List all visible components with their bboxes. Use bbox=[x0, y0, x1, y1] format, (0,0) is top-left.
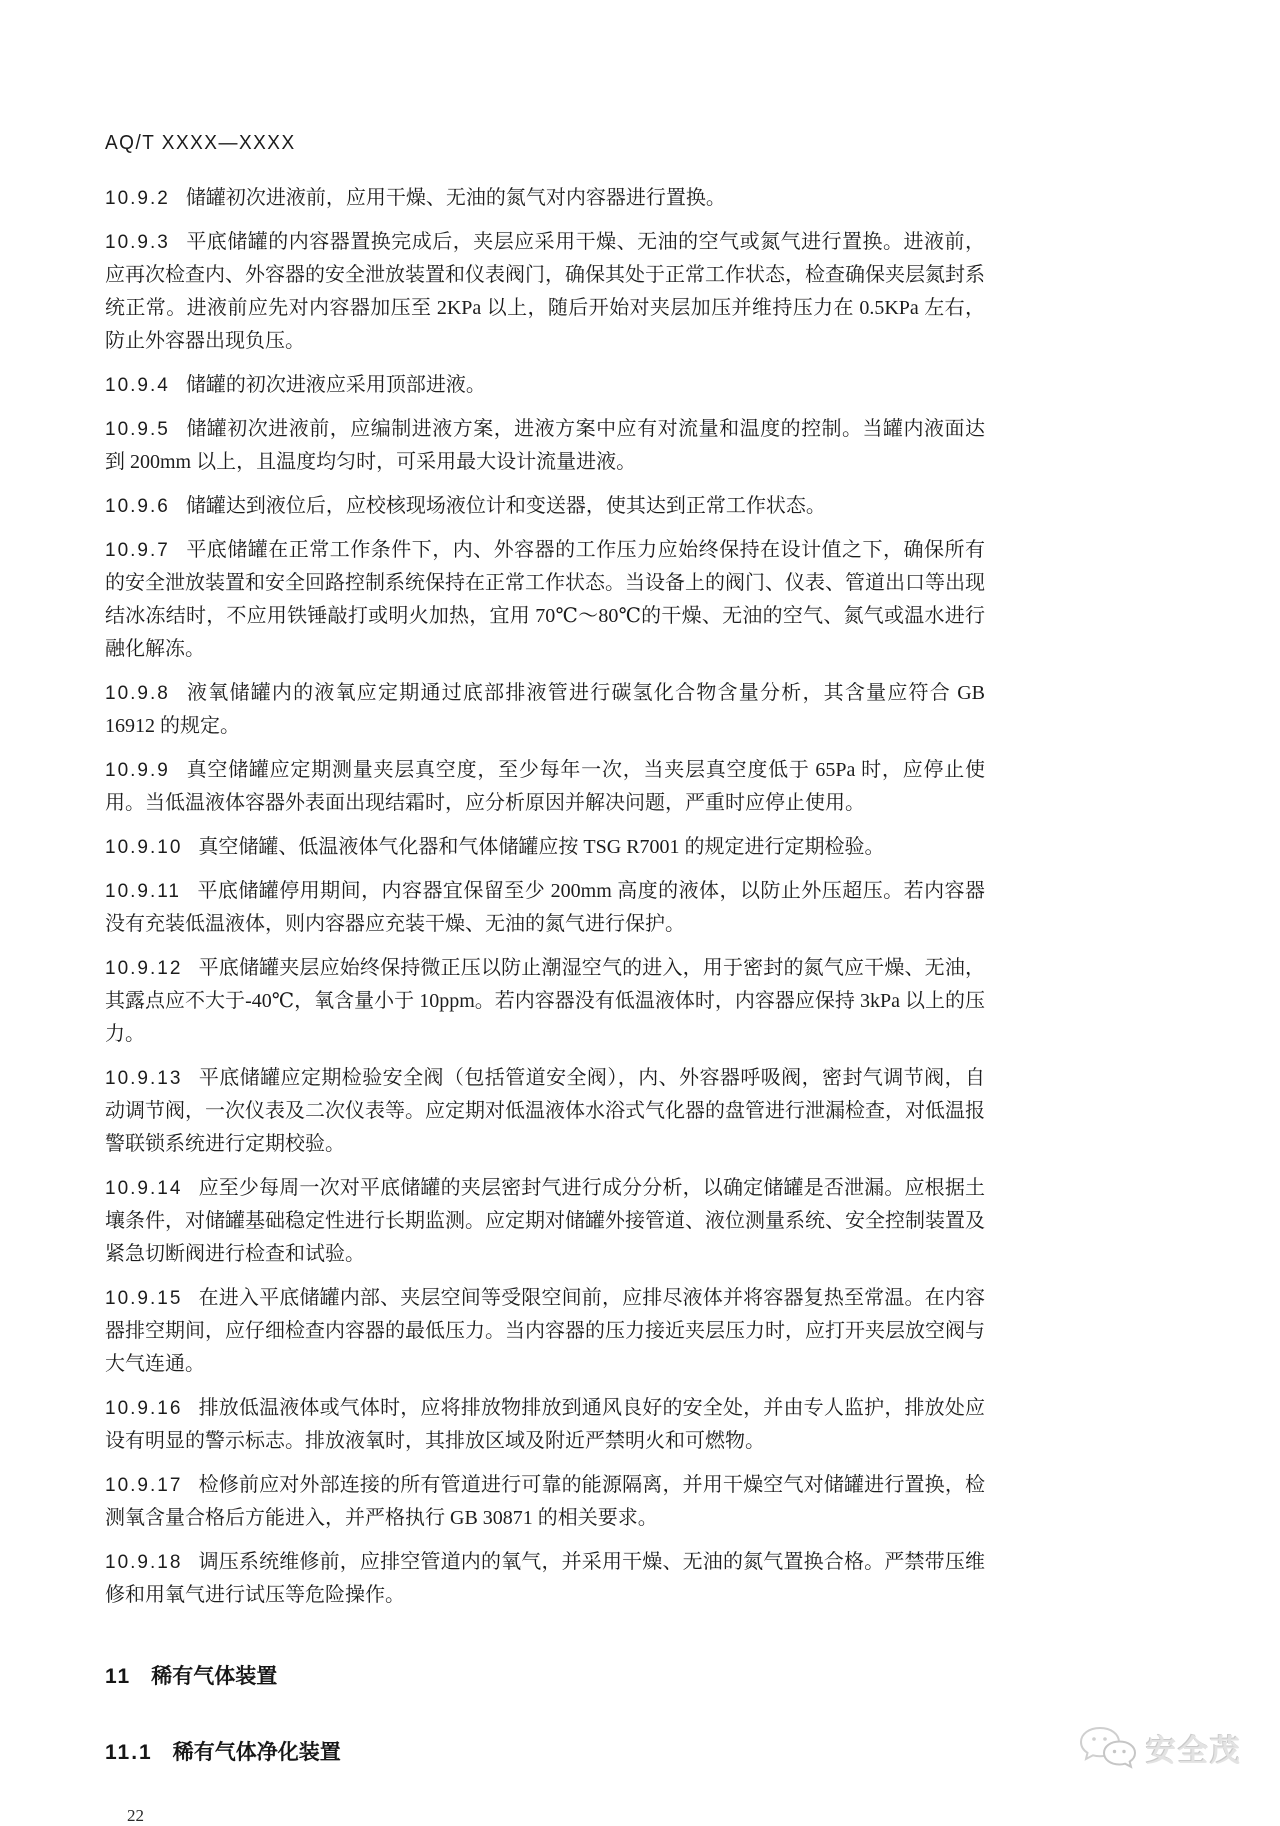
watermark bbox=[1078, 1726, 1242, 1770]
section-number: 11 bbox=[105, 1665, 132, 1688]
clause-10-9-17 bbox=[105, 1469, 985, 1535]
clause-number: 10.9.3 bbox=[105, 232, 170, 253]
clause-text: 应至少每周一次对平底储罐的夹层密封气进行成分分析，以确定储罐是否泄漏。应根据土壤条件，对储罐基础稳定性进行长期监测。应定期对储罐外接管道、液位测量系统、安全控制装置及紧急切断阀进行检查和试验。 bbox=[105, 1177, 985, 1265]
clause-number: 10.9.11 bbox=[105, 881, 181, 902]
clause-number: 10.9.12 bbox=[105, 958, 183, 979]
clause-10-9-9 bbox=[105, 754, 985, 820]
clause-10-9-16 bbox=[105, 1392, 985, 1458]
clause-number: 10.9.16 bbox=[105, 1398, 183, 1419]
clause-text: 平底储罐应定期检验安全阀（包括管道安全阀），内、外容器呼吸阀，密封气调节阀，自动调节阀，一次仪表及二次仪表等。应定期对低温液体水浴式气化器的盘管进行泄漏检查，对低温报警联锁系统进行定期校验。 bbox=[105, 1067, 985, 1155]
clause-text: 储罐初次进液前，应编制进液方案，进液方案中应有对流量和温度的控制。当罐内液面达到 200mm 以上，且温度均匀时，可采用最大设计流量进液。 bbox=[105, 418, 985, 473]
clause-text: 检修前应对外部连接的所有管道进行可靠的能源隔离，并用干燥空气对储罐进行置换，检测氧含量合格后方能进入，并严格执行 GB 30871 的相关要求。 bbox=[105, 1474, 985, 1529]
clause-number: 10.9.8 bbox=[105, 683, 170, 704]
clause-text: 真空储罐应定期测量夹层真空度，至少每年一次，当夹层真空度低于 65Pa 时，应停止使用。当低温液体容器外表面出现结霜时，应分析原因并解决问题，严重时应停止使用。 bbox=[105, 759, 985, 814]
clause-10-9-11 bbox=[105, 875, 985, 941]
clause-10-9-4 bbox=[105, 369, 985, 402]
clause-text: 储罐的初次进液应采用顶部进液。 bbox=[185, 374, 486, 396]
clause-number: 10.9.10 bbox=[105, 837, 183, 858]
clause-number: 10.9.6 bbox=[105, 496, 170, 517]
clause-number: 10.9.18 bbox=[105, 1552, 183, 1573]
page-number: 22 bbox=[127, 1806, 144, 1825]
clause-number: 10.9.14 bbox=[105, 1178, 183, 1199]
clause-number: 10.9.17 bbox=[105, 1475, 183, 1496]
clause-10-9-2 bbox=[105, 182, 985, 215]
clause-10-9-12 bbox=[105, 952, 985, 1051]
clause-text: 液氧储罐内的液氧应定期通过底部排液管进行碳氢化合物含量分析，其含量应符合 GB 16912 的规定。 bbox=[105, 682, 985, 737]
clause-10-9-15 bbox=[105, 1282, 985, 1381]
section-number: 11.1 bbox=[105, 1741, 153, 1764]
clause-text: 真空储罐、低温液体气化器和气体储罐应按 TSG R7001 的规定进行定期检验。 bbox=[198, 836, 885, 858]
section-title: 稀有气体净化装置 bbox=[172, 1741, 341, 1764]
clause-10-9-8 bbox=[105, 677, 985, 743]
clause-10-9-14 bbox=[105, 1172, 985, 1271]
clause-text: 排放低温液体或气体时，应将排放物排放到通风良好的安全处，并由专人监护，排放处应设有明显的警示标志。排放液氧时，其排放区域及附近严禁明火和可燃物。 bbox=[105, 1397, 985, 1452]
section-title: 稀有气体装置 bbox=[151, 1665, 278, 1688]
clause-text: 平底储罐在正常工作条件下，内、外容器的工作压力应始终保持在设计值之下，确保所有的安全泄放装置和安全回路控制系统保持在正常工作状态。当设备上的阀门、仪表、管道出口等出现结冰冻结时，不应用铁锤敲打或明火加热，宜用 70℃～80℃的干燥、无油的空气、氮气或温水进行融化解冻。 bbox=[105, 539, 985, 660]
clause-number: 10.9.13 bbox=[105, 1068, 183, 1089]
clause-text: 调压系统维修前，应排空管道内的氧气，并采用干燥、无油的氮气置换合格。严禁带压维修和用氧气进行试压等危险操作。 bbox=[105, 1551, 985, 1606]
clause-number: 10.9.9 bbox=[105, 760, 170, 781]
clause-text: 平底储罐停用期间，内容器宜保留至少 200mm 高度的液体，以防止外压超压。若内容器没有充装低温液体，则内容器应充装干燥、无油的氮气进行保护。 bbox=[105, 880, 985, 935]
chat-bubbles-icon bbox=[1078, 1726, 1136, 1770]
clause-10-9-18 bbox=[105, 1546, 985, 1612]
clause-10-9-3 bbox=[105, 226, 985, 358]
clause-number: 10.9.4 bbox=[105, 375, 170, 396]
clause-text: 在进入平底储罐内部、夹层空间等受限空间前，应排尽液体并将容器复热至常温。在内容器排空期间，应仔细检查内容器的最低压力。当内容器的压力接近夹层压力时，应打开夹层放空阀与大气连通。 bbox=[105, 1287, 985, 1375]
clause-number: 10.9.15 bbox=[105, 1288, 183, 1309]
watermark-text: 安全茂 bbox=[1146, 1735, 1242, 1768]
document-header: AQ/T XXXX—XXXX bbox=[105, 132, 296, 155]
clause-10-9-13 bbox=[105, 1062, 985, 1161]
clause-number: 10.9.5 bbox=[105, 419, 170, 440]
section-heading-11-1 bbox=[105, 1736, 985, 1766]
clause-10-9-6 bbox=[105, 490, 985, 523]
clause-number: 10.9.2 bbox=[105, 188, 170, 209]
clause-text: 平底储罐的内容器置换完成后，夹层应采用干燥、无油的空气或氮气进行置换。进液前，应再次检查内、外容器的安全泄放装置和仪表阀门，确保其处于正常工作状态，检查确保夹层氮封系统正常。进液前应先对内容器加压至 2KPa 以上，随后开始对夹层加压并维持压力在 0.5KPa 左右，防止外容器出现负压。 bbox=[105, 231, 985, 352]
clause-text: 储罐达到液位后，应校核现场液位计和变送器，使其达到正常工作状态。 bbox=[185, 495, 826, 517]
clause-text: 储罐初次进液前，应用干燥、无油的氮气对内容器进行置换。 bbox=[185, 187, 726, 209]
document-content bbox=[105, 132, 985, 1826]
clause-10-9-10 bbox=[105, 831, 985, 864]
clause-10-9-5 bbox=[105, 413, 985, 479]
clause-10-9-7 bbox=[105, 534, 985, 666]
clause-number: 10.9.7 bbox=[105, 540, 170, 561]
section-heading-11 bbox=[105, 1660, 985, 1690]
clause-text: 平底储罐夹层应始终保持微正压以防止潮湿空气的进入，用于密封的氮气应干燥、无油，其露点应不大于-40℃，氧含量小于 10ppm。若内容器没有低温液体时，内容器应保持 3kPa 以上的压力。 bbox=[105, 957, 985, 1045]
